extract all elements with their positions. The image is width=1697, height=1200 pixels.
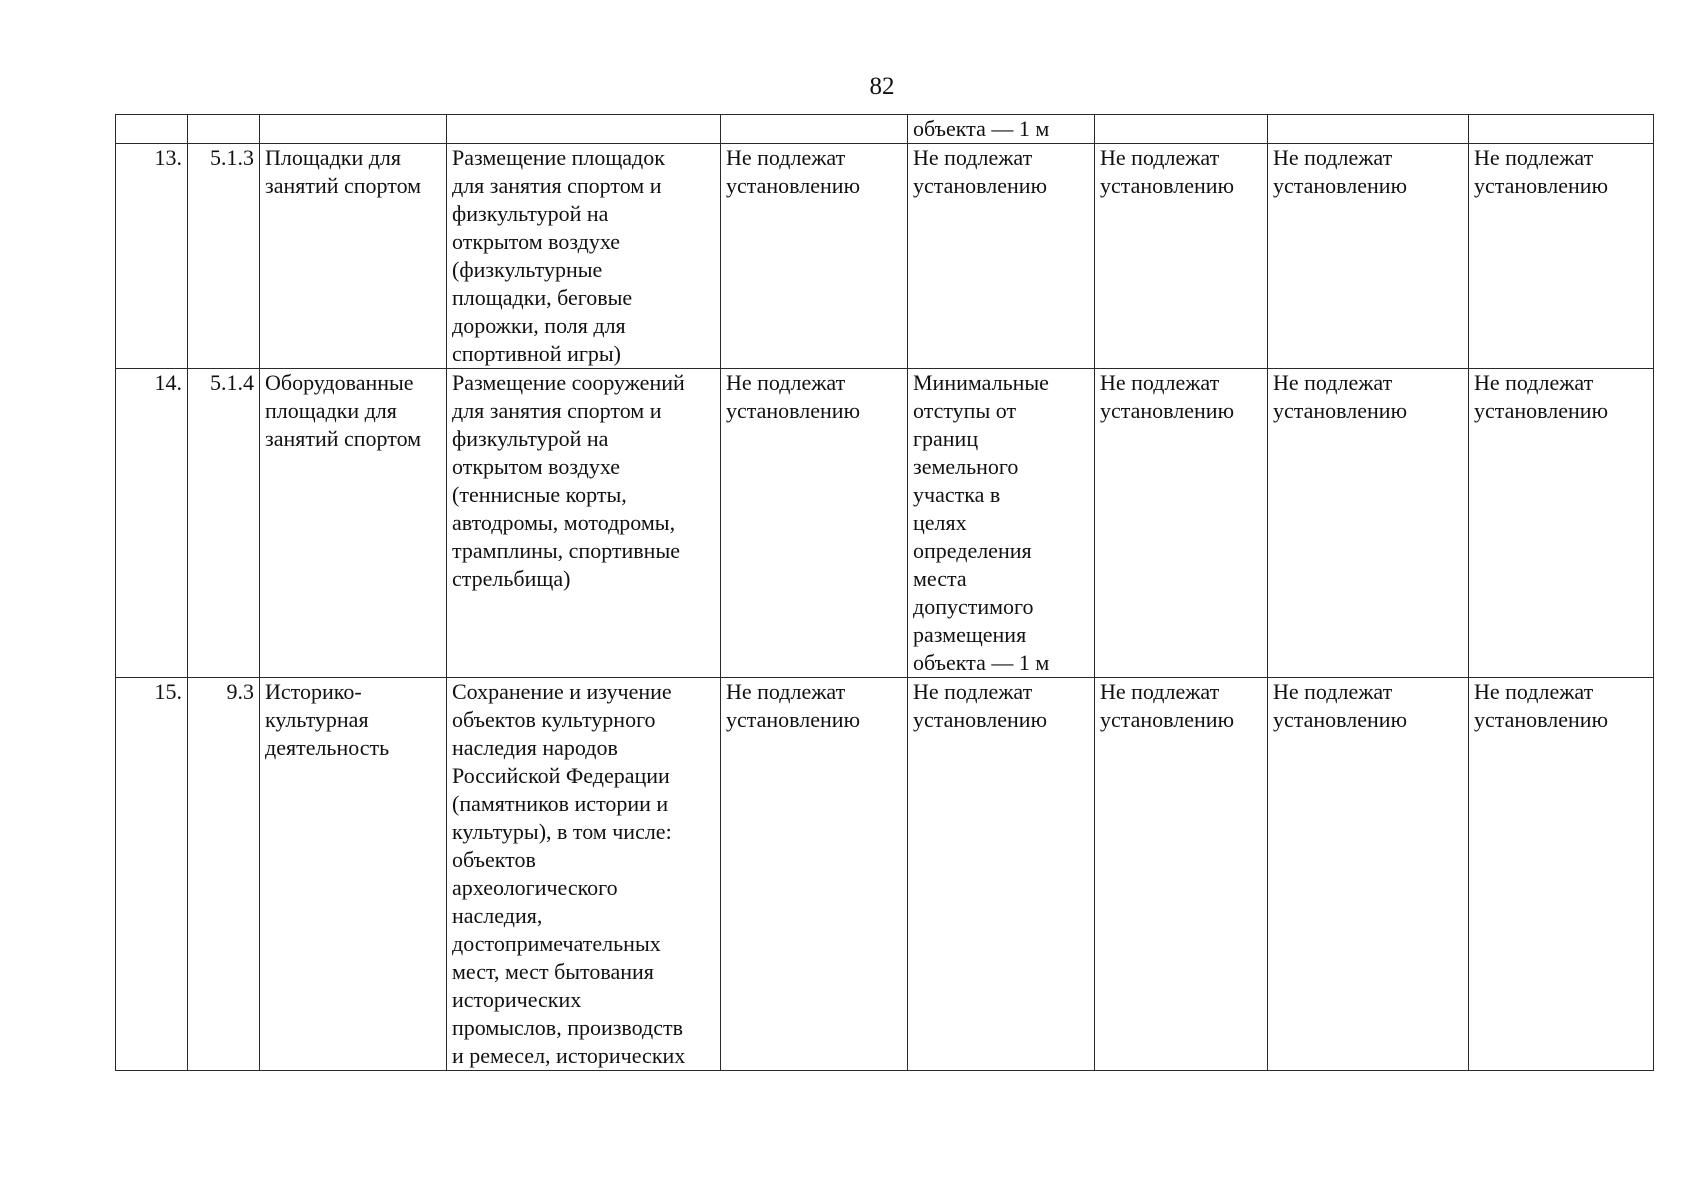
parameter-cell [1095, 144, 1268, 369]
cell-text-line: объектов [452, 847, 536, 872]
use-name-cell [260, 678, 447, 1071]
cell-text-line: достопримечательных [452, 931, 661, 956]
cell-text-line: культуры), в том числе: [452, 819, 672, 844]
cell-text-line: исторических [452, 987, 582, 1012]
cell-text-line: деятельность [265, 735, 390, 760]
cell-text-line: (теннисные корты, [452, 482, 627, 507]
use-name-cell [260, 144, 447, 369]
cell-text-line: площадки, беговые [452, 285, 633, 310]
cell-text-line: Не подлежат [726, 370, 846, 395]
parameter-cell [1268, 144, 1469, 369]
table-cell [116, 115, 188, 144]
cell-text-line: установлению [1273, 398, 1408, 423]
parameter-cell [1095, 678, 1268, 1071]
cell-text-line: установлению [1273, 707, 1408, 732]
cell-text-line: Не подлежат [1100, 679, 1220, 704]
table-cell [1469, 115, 1654, 144]
cell-text-line: стрельбища) [452, 566, 571, 591]
cell-text-line: Не подлежат [726, 145, 846, 170]
cell-text-line: объекта — 1 м [913, 650, 1050, 675]
cell-text-line: Не подлежат [1474, 370, 1594, 395]
cell-text-line: установлению [1100, 707, 1235, 732]
cell-text-line: установлению [726, 173, 861, 198]
parameter-cell [721, 144, 908, 369]
cell-text-line: установлению [1474, 398, 1609, 423]
row-number-cell [116, 678, 188, 1071]
table-cell [721, 115, 908, 144]
cell-text-line: Сохранение и изучение [452, 679, 672, 704]
cell-text-line: Не подлежат [1273, 679, 1393, 704]
table-cell [260, 115, 447, 144]
table-cell [1268, 115, 1469, 144]
cell-text-line: отступы от [913, 398, 1017, 423]
cell-text-line: допустимого [913, 594, 1034, 619]
regulations-table [115, 114, 1654, 1071]
cell-text-line: целях [913, 510, 967, 535]
parameter-cell [908, 678, 1095, 1071]
cell-text-line: участка в [913, 482, 1001, 507]
row-number: 13. [154, 145, 182, 170]
code-cell [188, 144, 260, 369]
cell-text-line: Не подлежат [1474, 679, 1594, 704]
description-cell [447, 144, 721, 369]
cell-text-line: Не подлежат [726, 679, 846, 704]
cell-text-line: автодромы, мотодромы, [452, 510, 676, 535]
row-number: 14. [154, 370, 182, 395]
cell-text-line: Не подлежат [913, 679, 1033, 704]
cell-text-line: определения [913, 538, 1032, 563]
cell-text-line: Не подлежат [1273, 145, 1393, 170]
cell-text-line: дорожки, поля для [452, 313, 626, 338]
cell-text-line: Не подлежат [913, 145, 1033, 170]
cell-text-line: земельного [913, 454, 1019, 479]
cell-text-line: объекта — 1 м [913, 116, 1050, 141]
cell-text-line: размещения [913, 622, 1027, 647]
continuation-row [116, 115, 1654, 144]
cell-text-line: для занятия спортом и [452, 173, 662, 198]
minimal-setbacks-cell [908, 369, 1095, 678]
cell-text-line: Площадки для [265, 145, 402, 170]
cell-text-line: физкультурой на [452, 201, 609, 226]
parameter-cell [721, 369, 908, 678]
cell-text-line: площадки для [265, 398, 397, 423]
use-name-cell [260, 369, 447, 678]
description-cell [447, 678, 721, 1071]
cell-text-line: Минимальные [913, 370, 1049, 395]
parameter-cell [1095, 369, 1268, 678]
description-cell [447, 369, 721, 678]
use-code: 5.1.4 [210, 370, 254, 395]
parameter-cell [908, 144, 1095, 369]
cell-text-line: археологического [452, 875, 618, 900]
cell-text-line: установлению [726, 707, 861, 732]
cell-text-line: (памятников истории и [452, 791, 669, 816]
cell-text-line: мест, мест бытования [452, 959, 654, 984]
parameter-cell [721, 678, 908, 1071]
cell-text-line: открытом воздухе [452, 229, 621, 254]
parameter-cell [1469, 678, 1654, 1071]
cell-text-line: установлению [913, 707, 1048, 732]
table-row [116, 144, 1654, 369]
cell-text-line: и ремесел, исторических [452, 1043, 686, 1068]
cell-text-line: Оборудованные [265, 370, 414, 395]
cell-text-line: физкультурой на [452, 426, 609, 451]
table-cell [188, 115, 260, 144]
cell-text-line: Не подлежат [1100, 370, 1220, 395]
table-cell [1095, 115, 1268, 144]
cell-text-line: Размещение площадок [452, 145, 665, 170]
table-row [116, 678, 1654, 1071]
cell-text-line: занятий спортом [265, 426, 422, 451]
table-row [116, 369, 1654, 678]
cell-text-line: промыслов, производств [452, 1015, 683, 1040]
cell-text-line: Размещение сооружений [452, 370, 685, 395]
row-number: 15. [154, 679, 182, 704]
use-code: 5.1.3 [210, 145, 254, 170]
cell-text-line: наследия народов [452, 735, 618, 760]
code-cell [188, 369, 260, 678]
cell-text-line: (физкультурные [452, 257, 603, 282]
cell-text-line: открытом воздухе [452, 454, 621, 479]
cell-text-line: установлению [1100, 173, 1235, 198]
parameter-cell [1469, 144, 1654, 369]
table-cell [447, 115, 721, 144]
cell-text-line: трамплины, спортивные [452, 538, 680, 563]
minimal-setbacks-cell [908, 115, 1095, 144]
parameter-cell [1469, 369, 1654, 678]
cell-text-line: установлению [1100, 398, 1235, 423]
cell-text-line: границ [913, 426, 979, 451]
use-code: 9.3 [226, 679, 254, 704]
cell-text-line: установлению [1474, 707, 1609, 732]
cell-text-line: Историко- [265, 679, 362, 704]
cell-text-line: объектов культурного [452, 707, 656, 732]
page-number: 82 [869, 73, 895, 100]
cell-text-line: занятий спортом [265, 173, 422, 198]
parameter-cell [1268, 678, 1469, 1071]
cell-text-line: культурная [265, 707, 369, 732]
cell-text-line: Не подлежат [1474, 145, 1594, 170]
cell-text-line: для занятия спортом и [452, 398, 662, 423]
cell-text-line: установлению [1273, 173, 1408, 198]
parameter-cell [1268, 369, 1469, 678]
cell-text-line: Не подлежат [1273, 370, 1393, 395]
row-number-cell [116, 144, 188, 369]
cell-text-line: спортивной игры) [452, 341, 621, 366]
cell-text-line: установлению [1474, 173, 1609, 198]
cell-text-line: наследия, [452, 903, 543, 928]
cell-text-line: установлению [913, 173, 1048, 198]
row-number-cell [116, 369, 188, 678]
cell-text-line: Российской Федерации [452, 763, 670, 788]
code-cell [188, 678, 260, 1071]
cell-text-line: установлению [726, 398, 861, 423]
cell-text-line: Не подлежат [1100, 145, 1220, 170]
cell-text-line: места [913, 566, 967, 591]
